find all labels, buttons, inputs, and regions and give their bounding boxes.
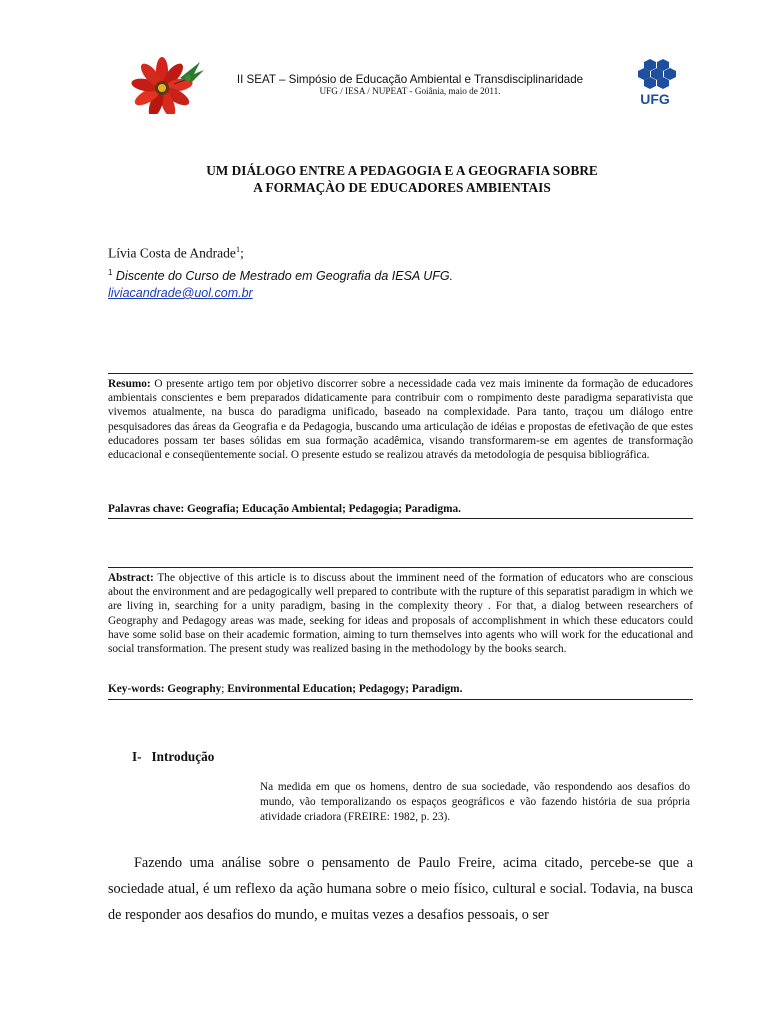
conference-name: II SEAT – Simpósio de Educação Ambiental e Transdisciplinaridade xyxy=(236,73,584,86)
author-suffix: ; xyxy=(240,245,244,261)
abstract-paragraph xyxy=(108,571,693,656)
keywords-a: Key-words: Geography xyxy=(108,683,222,695)
title-line-2: A FORMAÇÀO DE EDUCADORES AMBIENTAIS xyxy=(253,180,551,195)
section-heading-introducao xyxy=(132,749,214,765)
abstract-text: The objective of this article is to discuss about the imminent need of the formation of educators who are conscious about the environment and are pedagogically well prepared to contribute with the rupture of this separatist paradigm in which we are living in, searching for a unity paradigm, basing in the complexity theory . For that, a dialog between researchers of Geography and Pedagogy areas was made, seeking for ideas and proposals of accomplishment in which these educators could have some solid base on their academic formation, aiming to turn themselves into agents who will work for the educational and social transformation. The present study was realized basing in the methodology by the books search. xyxy=(108,572,693,656)
abstract-keywords xyxy=(108,683,693,695)
affiliation-text: Discente do Curso de Mestrado em Geografia da IESA UFG. xyxy=(112,269,454,284)
abstract-bottom-rule xyxy=(108,699,693,700)
section-title: Introdução xyxy=(151,749,215,764)
author-email-link[interactable]: liviacandrade@uol.com.br xyxy=(108,286,253,300)
author-footnote-mark: 1 xyxy=(235,244,241,254)
author-line xyxy=(108,244,244,262)
body-paragraph xyxy=(108,850,693,928)
resumo-bottom-rule xyxy=(108,518,693,519)
keywords-b: Environmental Education; Pedagogy; Paradigm. xyxy=(224,683,463,695)
resumo-text: O presente artigo tem por objetivo discorrer sobre a necessidade cada vez mais iminente da formação de educadores ambientais conscientes e bem preparados didaticamente para contribuir com o rompimento deste paradigma separativista que vivemos atualmente, na busca do paradigma unificado, baseado na complexidade. Para tanto, traçou um diálogo entre pesquisadores das áreas da Geografia e da Pedagogia, buscando uma articulação de idéias e propostas de efetivação de que estes educadores possam ter bases sólidas em sua formação acadêmica, visando transformarem-se em agentes de transformação educacional e conseqüentemente social. O presente estudo se realizou através da metodologia de pesquisa bibliográfica. xyxy=(108,378,693,462)
ufg-logo-text: UFG xyxy=(640,91,670,107)
paper-title xyxy=(110,162,694,196)
body-text: Fazendo uma análise sobre o pensamento de Paulo Freire, acima citado, percebe-se que a sociedade atual, é um reflexo da ação humana sobre o meio físico, cultural e social. Todavia, na busca de responder aos desafios do mundo, e muitas vezes a desafios pessoais, o ser xyxy=(108,855,693,923)
resumo-paragraph xyxy=(108,377,693,462)
resumo-top-rule xyxy=(108,373,693,374)
ufg-logo xyxy=(626,58,684,108)
resumo-label: Resumo: xyxy=(108,378,151,390)
title-line-1: UM DIÁLOGO ENTRE A PEDAGOGIA E A GEOGRAFIA SOBRE xyxy=(206,163,598,178)
author-name: Lívia Costa de Andrade xyxy=(108,245,236,261)
author-affiliation xyxy=(108,268,453,283)
abstract-top-rule xyxy=(108,567,693,568)
affiliation-mark: 1 xyxy=(108,268,113,277)
abstract-label: Abstract: xyxy=(108,572,154,584)
section-number: I- xyxy=(132,749,142,764)
conference-venue: UFG / IESA / NUPEAT - Goiânia, maio de 2011. xyxy=(319,86,501,96)
resumo-keywords: Palavras chave: Geografia; Educação Ambiental; Pedagogia; Paradigma. xyxy=(108,503,461,515)
seat-flower-logo xyxy=(128,56,208,114)
block-quote: Na medida em que os homens, dentro de sua sociedade, vão respondendo aos desafios do mundo, vão temporalizando os espaços geográficos e vão fazendo história de sua própria atividade criadora (FREIRE: 1982, p. 23). xyxy=(260,781,690,823)
keywords-sep: ; xyxy=(221,683,225,695)
